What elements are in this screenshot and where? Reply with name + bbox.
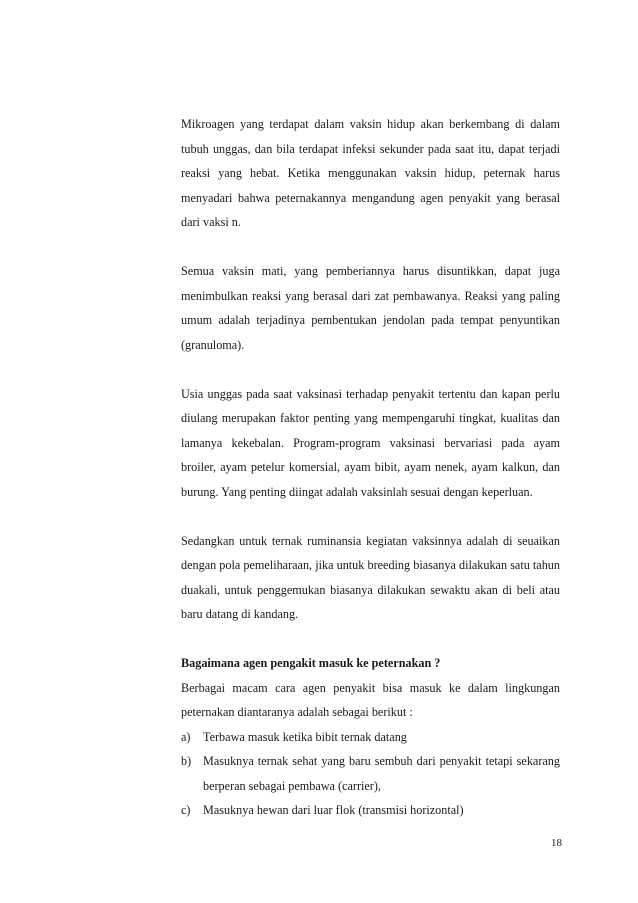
list-marker: c)	[181, 803, 191, 817]
list-marker: a)	[181, 729, 191, 744]
list-marker: b)	[181, 754, 192, 768]
page-number: 18	[551, 837, 562, 849]
list-item-text: Masuknya ternak sehat yang baru sembuh dari penyakit tetapi sekarang berperan sebagai pembawa (carrier),	[203, 754, 560, 793]
entry-routes-list	[181, 725, 560, 823]
section-heading: Bagaimana agen pengakit masuk ke peternakan ?	[181, 656, 441, 670]
paragraph-ruminant-vaccination: Sedangkan untuk ternak ruminansia kegiatan vaksinnya adalah di seuaikan dengan pola pemeliharaan, jika untuk breeding biasanya dilakukan satu tahun duakali, untuk penggemukan biasanya dilakukan sewaktu akan di beli atau baru datang di kandang.	[181, 533, 560, 621]
paragraph-vaccination-age: Usia unggas pada saat vaksinasi terhadap penyakit tertentu dan kapan perlu diulang merupakan faktor penting yang mempengaruhi tingkat, kualitas dan lamanya kekebalan. Program-program vaksinasi bervariasi pada ayam broiler, ayam petelur komersial, ayam bibit, ayam nenek, ayam kalkun, dan burung. Yang penting diingat adalah vaksinlah sesuai dengan keperluan.	[181, 386, 560, 499]
list-item	[181, 725, 560, 750]
section-intro: Berbagai macam cara agen penyakit bisa masuk ke dalam lingkungan peternakan diantaranya adalah sebagai berikut :	[181, 680, 560, 719]
list-item	[181, 749, 560, 798]
list-item	[181, 798, 560, 823]
list-item-text: Masuknya hewan dari luar flok (transmisi horizontal)	[203, 803, 464, 817]
list-item-text: Terbawa masuk ketika bibit ternak datang	[203, 729, 407, 744]
page-content	[181, 112, 560, 823]
paragraph-killed-vaccine: Semua vaksin mati, yang pemberiannya harus disuntikkan, dapat juga menimbulkan reaksi yang berasal dari zat pembawanya. Reaksi yang paling umum adalah terjadinya pembentukan jendolan pada tempat penyuntikan (granuloma).	[181, 264, 560, 352]
paragraph-live-vaccine: Mikroagen yang terdapat dalam vaksin hidup akan berkembang di dalam tubuh unggas, dan bila terdapat infeksi sekunder pada saat itu, dapat terjadi reaksi yang hebat. Ketika menggunakan vaksin hidup, peternak harus menyadari bahwa peternakannya mengandung agen penyakit yang berasal dari vaksi n.	[181, 117, 560, 229]
